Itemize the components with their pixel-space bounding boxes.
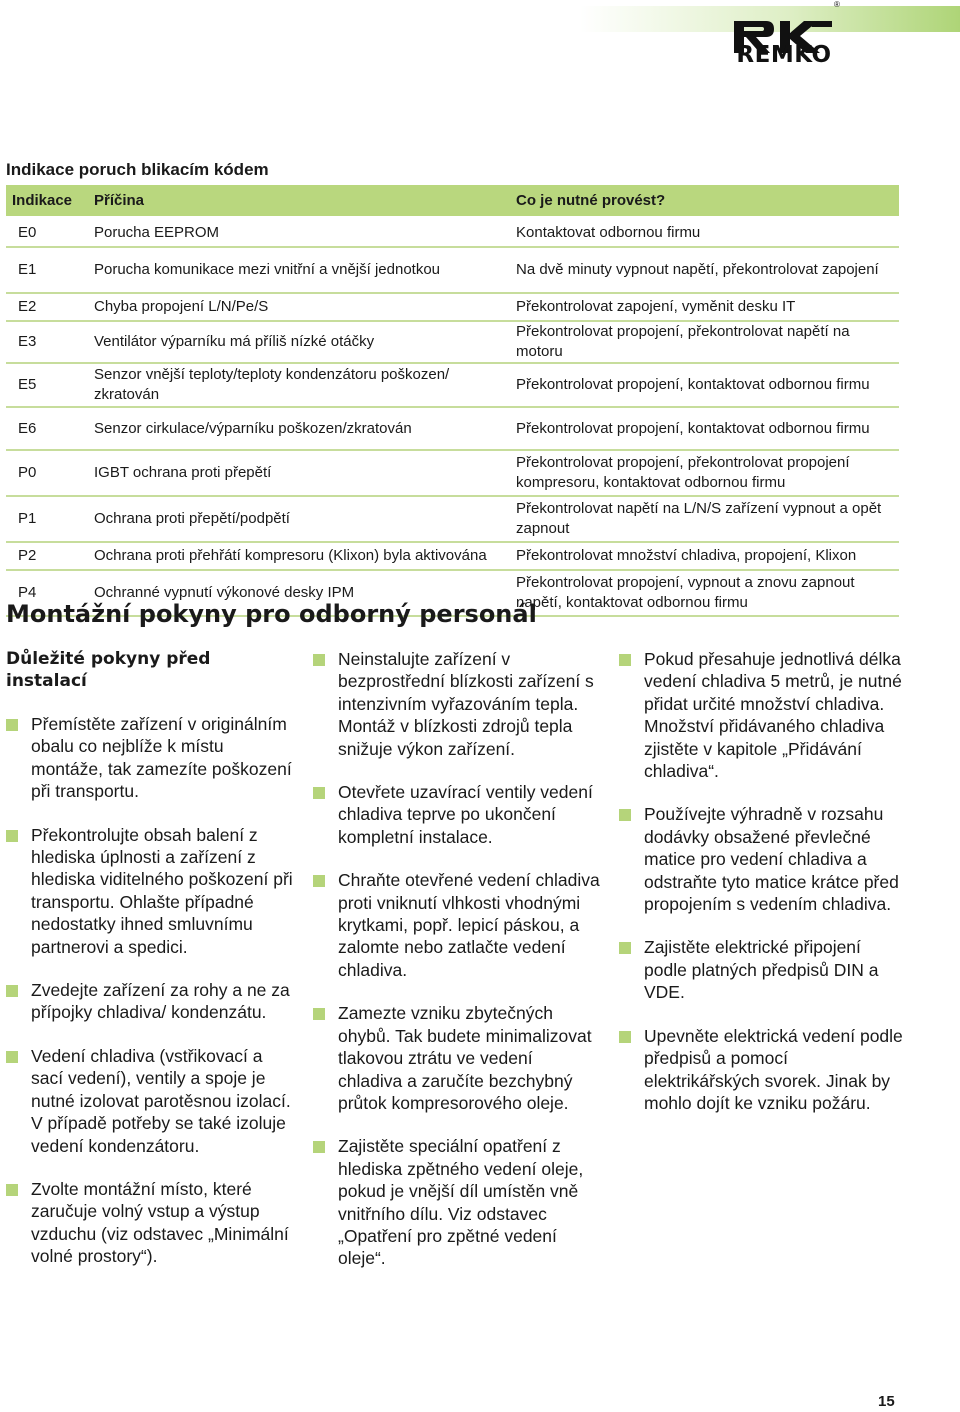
square-bullet-icon [313, 654, 325, 666]
fault-action: Překontrolovat propojení, překontrolovat propojení kompresoru, kontaktovat odbornou firmu [510, 450, 899, 496]
fault-code: E3 [6, 321, 88, 363]
table-row [6, 247, 899, 293]
table-row [6, 496, 899, 542]
fault-action: Na dvě minuty vypnout napětí, překontrolovat zapojení [510, 247, 899, 293]
table-row [6, 363, 899, 407]
square-bullet-icon [6, 985, 18, 997]
fault-action: Překontrolovat napětí na L/N/S zařízení vypnout a opět zapnout [510, 496, 899, 542]
square-bullet-icon [619, 809, 631, 821]
fault-code: E5 [6, 363, 88, 407]
montaz-title: Montážní pokyny pro odborný personál [6, 600, 537, 628]
table-row [6, 293, 899, 321]
list-item: Vedení chladiva (vstřikovací a sací vedení), ventily a spoje je nutné izolovat parotěsnou izolací. V případě potřeby se také izoluje vedení kondenzátoru. [6, 1045, 293, 1157]
square-bullet-icon [313, 787, 325, 799]
faults-title: Indikace poruch blikacím kódem [6, 160, 269, 179]
fault-code: P2 [6, 542, 88, 570]
fault-code: P1 [6, 496, 88, 542]
fault-code: P4 [6, 570, 88, 616]
list-item: Chraňte otevřené vedení chladiva proti vniknutí vlhkosti vhodnými krytkami, popř. lepicí páskou, a zalomte nebo zatlačte vedení chladiva. [313, 869, 600, 981]
table-row [6, 407, 899, 450]
square-bullet-icon [6, 1184, 18, 1196]
list-item: Neinstalujte zařízení v bezprostřední blízkosti zařízení s intenzivním vyřazováním tepla. Montáž v blízkosti zdrojů tepla snižuje výkon zařízení. [313, 648, 600, 760]
fault-code: E2 [6, 293, 88, 321]
fault-cause: Chyba propojení L/N/Pe/S [88, 293, 510, 321]
list-item: Zvolte montážní místo, které zaručuje volný vstup a výstup vzduchu (viz odstavec „Minimální volné prostory“). [6, 1178, 293, 1268]
fault-action: Kontaktovat odbornou firmu [510, 218, 899, 247]
table-row [6, 321, 899, 363]
logo-text: REMKO [736, 42, 832, 68]
fault-codes-table [6, 185, 899, 617]
fault-cause: Porucha EEPROM [88, 218, 510, 247]
list-item: Zajistěte speciální opatření z hlediska zpětného vedení oleje, pokud je vnější díl umístěn vně vnitřního dílu. Viz odstavec „Opatření pro zpětné vedení oleje“. [313, 1135, 600, 1269]
list-item: Pokud přesahuje jednotlivá délka vedení chladiva 5 metrů, je nutné přidat určité množství chladiva. Množství přidávaného chladiva zjistěte v kapitole „Přidávání chladiva“. [619, 648, 906, 782]
fault-code: E6 [6, 407, 88, 450]
header-indikace: Indikace [6, 185, 88, 218]
fault-code: E0 [6, 218, 88, 247]
instructions-column-1 [6, 648, 306, 1289]
header-pricina: Příčina [88, 185, 510, 218]
list-item: Otevřete uzavírací ventily vedení chladiva teprve po ukončení kompletní instalace. [313, 781, 600, 848]
instructions-column-3 [619, 648, 919, 1135]
table-row [6, 450, 899, 496]
fault-cause: Porucha komunikace mezi vnitřní a vnější jednotkou [88, 247, 510, 293]
square-bullet-icon [313, 1008, 325, 1020]
fault-action: Překontrolovat množství chladiva, propojení, Klixon [510, 542, 899, 570]
fault-code: E1 [6, 247, 88, 293]
page-number: 15 [878, 1393, 895, 1410]
instructions-column-2 [313, 648, 613, 1291]
square-bullet-icon [619, 1031, 631, 1043]
list-item: Zvedejte zařízení za rohy a ne za přípojky chladiva/ kondenzátu. [6, 979, 293, 1024]
square-bullet-icon [619, 942, 631, 954]
fault-action: Překontrolovat propojení, vypnout a znovu zapnout napětí, kontaktovat odbornou firmu [510, 570, 899, 616]
list-item: Přemístěte zařízení v originálním obalu co nejblíže k místu montáže, tak zamezíte poškození při transportu. [6, 713, 293, 803]
list-item: Upevněte elektrická vedení podle předpisů a pomocí elektrikářských svorek. Jinak by mohlo dojít ke vzniku požáru. [619, 1025, 906, 1115]
fault-action: Překontrolovat propojení, kontaktovat odbornou firmu [510, 363, 899, 407]
fault-cause: IGBT ochrana proti přepětí [88, 450, 510, 496]
header-co-je-nutne: Co je nutné provést? [510, 185, 899, 218]
fault-cause: Senzor vnější teploty/teploty kondenzátoru poškozen/ zkratován [88, 363, 510, 407]
square-bullet-icon [6, 719, 18, 731]
fault-cause: Ochranné vypnutí výkonové desky IPM [88, 570, 510, 616]
instructions-subheading: Důležité pokyny před instalací [6, 649, 211, 691]
list-item: Používejte výhradně v rozsahu dodávky obsažené převlečné matice pro vedení chladiva a odstraňte tyto matice krátce před propojením s vedením chladiva. [619, 803, 906, 915]
logo-registered-mark: ® [834, 0, 840, 9]
fault-cause: Senzor cirkulace/výparníku poškozen/zkratován [88, 407, 510, 450]
square-bullet-icon [6, 830, 18, 842]
square-bullet-icon [313, 875, 325, 887]
fault-action: Překontrolovat zapojení, vyměnit desku IT [510, 293, 899, 321]
square-bullet-icon [619, 654, 631, 666]
square-bullet-icon [313, 1141, 325, 1153]
logo-wordmark [728, 2, 840, 74]
list-item: Zajistěte elektrické připojení podle platných předpisů DIN a VDE. [619, 936, 906, 1003]
square-bullet-icon [6, 1051, 18, 1063]
fault-code: P0 [6, 450, 88, 496]
list-item: Zamezte vzniku zbytečných ohybů. Tak budete minimalizovat tlakovou ztrátu ve vedení chladiva a zaručíte bezchybný průtok kompresorového oleje. [313, 1002, 600, 1114]
fault-cause: Ventilátor výparníku má příliš nízké otáčky [88, 321, 510, 363]
fault-action: Překontrolovat propojení, překontrolovat napětí na motoru [510, 321, 899, 363]
table-row [6, 218, 899, 247]
fault-cause: Ochrana proti přepětí/podpětí [88, 496, 510, 542]
fault-action: Překontrolovat propojení, kontaktovat odbornou firmu [510, 407, 899, 450]
list-item: Překontrolujte obsah balení z hlediska úplnosti a zařízení z hlediska viditelného poškození při transportu. Ohlašte případné nedostatky ihned smluvnímu partnerovi a spedici. [6, 824, 293, 958]
table-header-row [6, 185, 899, 218]
table-row [6, 542, 899, 570]
fault-cause: Ochrana proti přehřátí kompresoru (Klixon) byla aktivována [88, 542, 510, 570]
